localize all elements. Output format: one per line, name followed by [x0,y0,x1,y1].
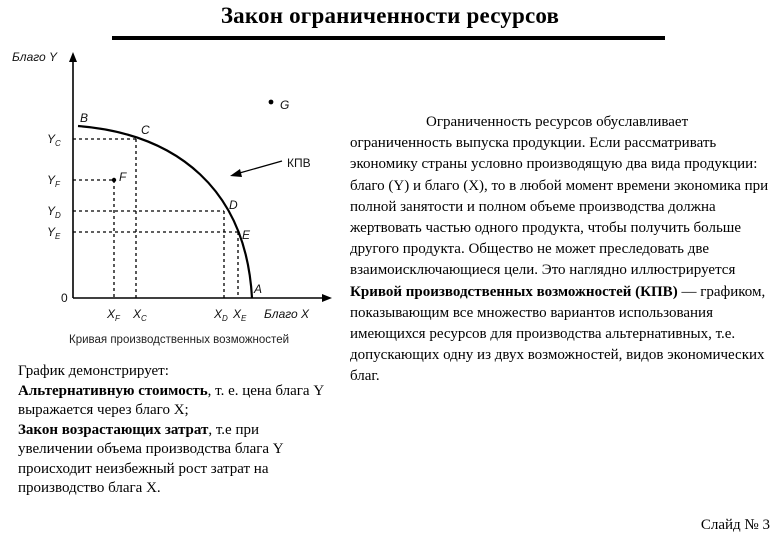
point-f-label: F [119,170,127,184]
origin-label: 0 [61,291,68,305]
explanation-intro: График демонстрирует: [18,363,169,379]
term-increasing-costs-desc: , т.е при увеличении объема производства блага Y происходит неизбежный рост затрат на производство блага X. [18,421,284,496]
ppf-curve [78,126,252,298]
point-c-label: C [141,123,150,137]
point-a-label: A [254,282,263,296]
term-alternative-cost: Альтернативную стоимость [18,382,208,399]
x-axis-arrow [322,294,332,302]
paragraph-part-2: — графиком, показывающим все множество вариантов использования имеющихся ресурсов для производства альтернативных, т.е. допускающих одну из двух возможностей, видов экономических благ. [350,283,766,385]
x-tick-xf: $X_F$ [107,307,120,323]
y-tick-ye: $Y_E$ [47,225,61,241]
slide-title: Закон ограниченности ресурсов [220,3,560,28]
explanation-item-2 [18,421,333,499]
term-increasing-costs: Закон возрастающих затрат [18,421,209,438]
term-alternative-cost-desc: , т. е. цена блага Y выражается через благо X; [18,382,324,418]
point-e-label: E [242,228,251,242]
explanation-item-1 [18,382,333,421]
point-d-label: D [229,198,238,212]
point-g-marker [269,100,274,105]
point-f-marker [112,178,116,182]
x-tick-xe: $X_E$ [233,307,247,323]
x-axis-label: Благо X [264,307,310,321]
y-axis-arrow [69,52,77,62]
diagram-caption: Кривая производственных возможностей [69,334,290,346]
kpv-arrow-head [230,169,242,177]
y-tick-yc: $Y_C$ [47,132,61,148]
paragraph-bold-term: Кривой производственных возможностей (КПВ) [350,283,678,300]
paragraph-part-1: Ограниченность ресурсов обуславливает ограниченность выпуска продукции. Если рассматривать экономику страны условно производящую два вида продукции: благо (Y) и благо (X), то в любой момент времени экономика при полной занятости и полном объеме производства должна жертвовать частью одного продукта, чтобы получить больше другого продукта. Общество не может преследовать две взаимоисключающиеся цели. Это наглядно иллюстрируется [350,114,769,279]
point-b-label: B [80,111,89,125]
main-paragraph [350,112,775,388]
y-tick-yd: $Y_D$ [47,204,61,220]
point-g-label: G [280,98,290,112]
y-tick-yf: $Y_F$ [47,173,60,189]
slide-number: Слайд № 3 [700,517,770,533]
y-axis-label: Благо Y [12,50,58,64]
dashed-guides [73,139,238,298]
x-tick-xc: $X_C$ [133,307,147,323]
kpv-label: КПВ [287,156,311,170]
x-tick-xd: $X_D$ [214,307,228,323]
kpv-arrow-shaft [236,161,282,174]
graph-explanation [18,362,333,499]
